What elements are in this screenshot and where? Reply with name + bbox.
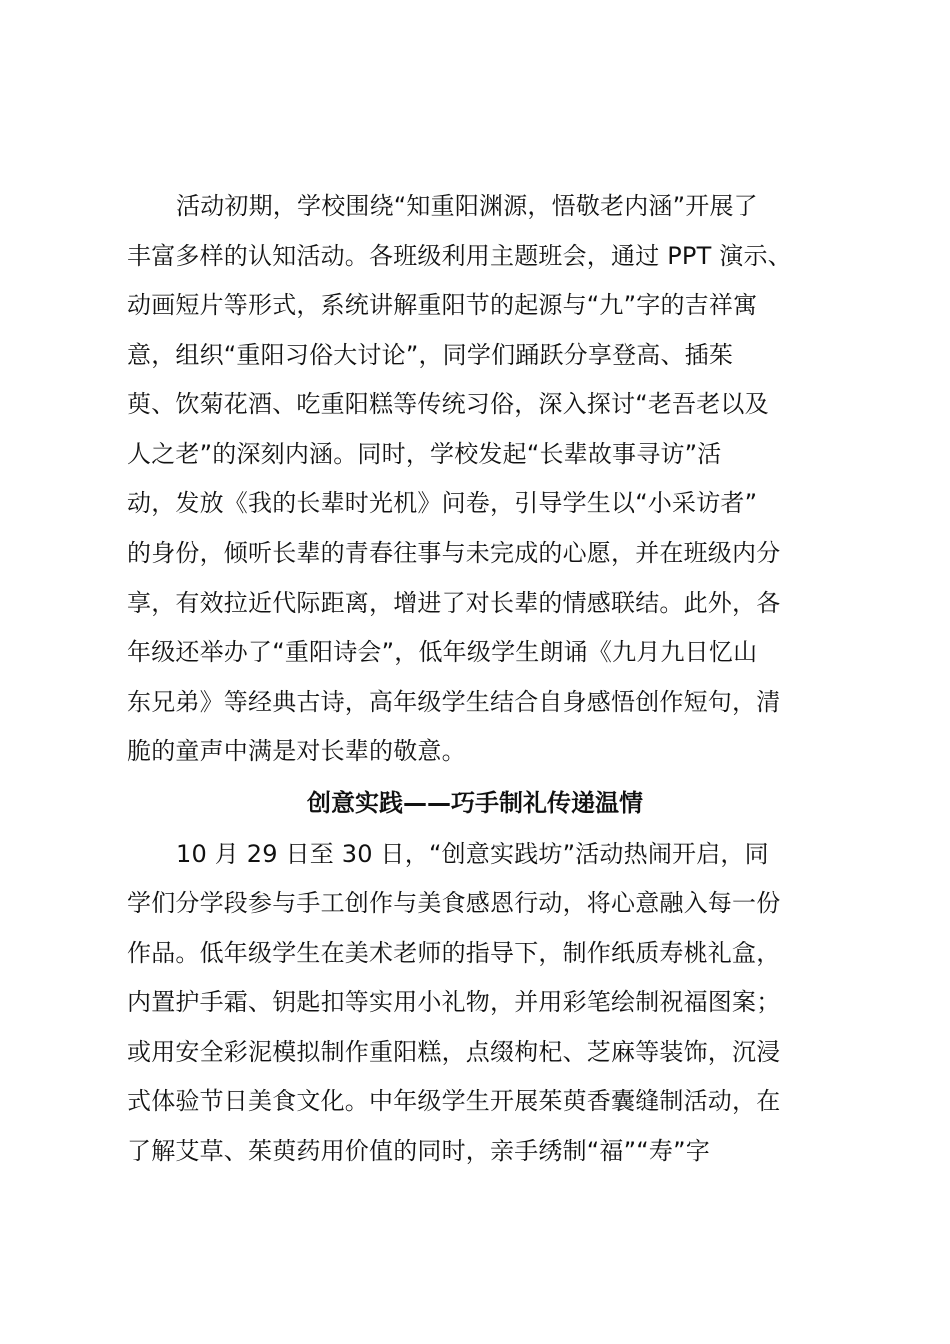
paragraph-2-line: 内置护手霜、钥匙扣等实用小礼物，并用彩笔绘制祝福图案； [127, 988, 781, 1016]
paragraph-1-line: 享，有效拉近代际距离，增进了对长辈的情感联结。此外，各 [127, 589, 781, 617]
paragraph-1-line: 动，发放《我的长辈时光机》问卷，引导学生以“小采访者” [127, 489, 758, 517]
paragraph-1-line: 人之老”的深刻内涵。同时，学校发起“长辈故事寻访”活 [127, 440, 722, 468]
paragraph-1-line: 丰富多样的认知活动。各班级利用主题班会，通过 PPT 演示、 [127, 242, 792, 270]
paragraph-1-line: 的身份，倾听长辈的青春往事与未完成的心愿，并在班级内分 [127, 539, 781, 567]
paragraph-1-line: 东兄弟》等经典古诗，高年级学生结合自身感悟创作短句，清 [127, 688, 781, 716]
paragraph-2-line: 10 月 29 日至 30 日，“创意实践坊”活动热闹开启，同 [176, 840, 769, 868]
paragraph-2-line: 了解艾草、茱萸药用价值的同时，亲手绣制“福”“寿”字 [127, 1137, 710, 1165]
paragraph-1-line: 动画短片等形式，系统讲解重阳节的起源与“九”字的吉祥寓 [127, 291, 758, 319]
paragraph-1-line: 意，组织“重阳习俗大讨论”，同学们踊跃分享登高、插茱 [127, 341, 734, 369]
paragraph-1-line: 年级还举办了“重阳诗会”，低年级学生朗诵《九月九日忆山 [127, 638, 758, 666]
paragraph-2-line: 式体验节日美食文化。中年级学生开展茱萸香囊缝制活动，在 [127, 1087, 781, 1115]
paragraph-2-line: 学们分学段参与手工创作与美食感恩行动，将心意融入每一份 [127, 889, 781, 917]
section-heading: 创意实践——巧手制礼传递温情 [307, 789, 643, 817]
paragraph-1-line: 脆的童声中满是对长辈的敬意。 [127, 737, 466, 765]
paragraph-2-line: 或用安全彩泥模拟制作重阳糕，点缀枸杞、芝麻等装饰，沉浸 [127, 1038, 781, 1066]
paragraph-1-line: 活动初期，学校围绕“知重阳渊源，悟敬老内涵”开展了 [176, 192, 758, 220]
paragraph-1-line: 萸、饮菊花酒、吃重阳糕等传统习俗，深入探讨“老吾老以及 [127, 390, 769, 418]
paragraph-2-line: 作品。低年级学生在美术老师的指导下，制作纸质寿桃礼盒， [127, 939, 781, 967]
